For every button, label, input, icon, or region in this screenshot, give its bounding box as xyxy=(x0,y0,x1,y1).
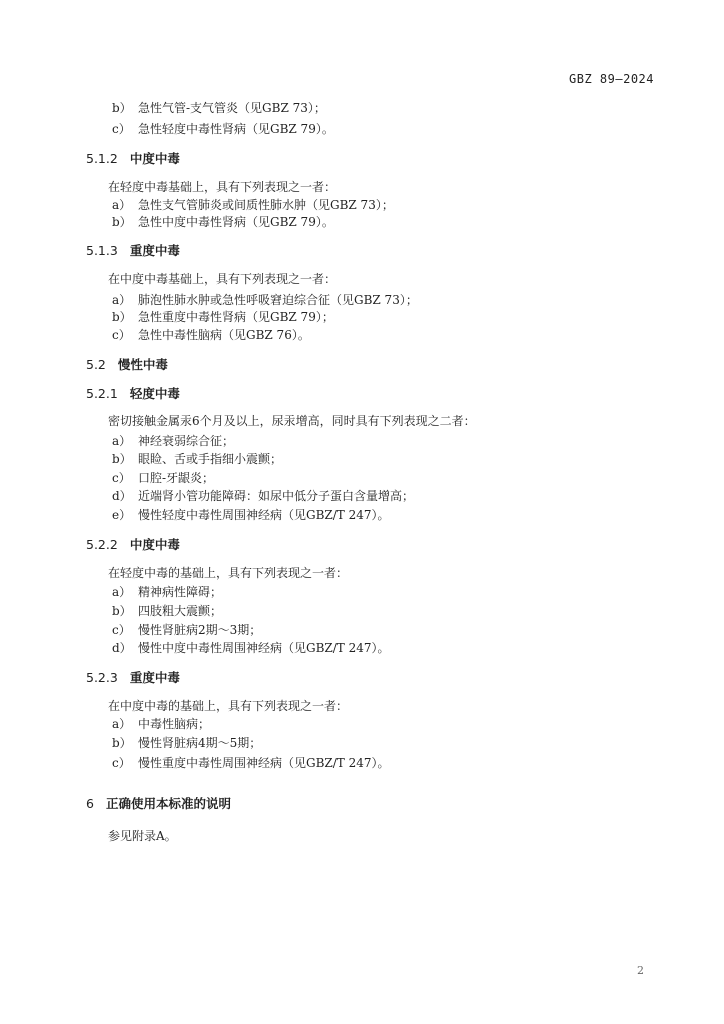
list-marker: b） xyxy=(112,452,132,466)
section-title: 中度中毒 xyxy=(129,537,180,552)
list-item-text: 肺泡性肺水肿或急性呼吸窘迫综合征（见GBZ 73）； xyxy=(138,293,418,307)
section-title: 慢性中毒 xyxy=(117,357,168,372)
section-title: 中度中毒 xyxy=(129,151,180,166)
section-number: 5.2.2 xyxy=(86,537,118,552)
section-heading xyxy=(86,151,180,167)
list-marker: a） xyxy=(112,434,132,448)
list-item xyxy=(112,584,222,600)
list-item-text: 神经衰弱综合征； xyxy=(138,434,235,448)
list-marker: b） xyxy=(112,604,132,618)
list-marker: d） xyxy=(112,641,132,655)
paragraph: 在轻度中毒基础上，具有下列表现之一者： xyxy=(108,180,337,194)
page-number: 2 xyxy=(637,964,644,977)
list-item-text: 慢性肾脏病4期～5期； xyxy=(138,736,262,750)
list-marker: a） xyxy=(112,585,132,599)
list-item xyxy=(112,100,326,116)
paragraph: 密切接触金属汞6个月及以上，尿汞增高，同时具有下列表现之二者： xyxy=(108,414,476,428)
list-item xyxy=(112,716,210,732)
list-item xyxy=(112,121,334,137)
list-item xyxy=(112,327,310,343)
section-number: 5.1.2 xyxy=(86,151,118,166)
list-marker: c） xyxy=(112,756,131,770)
section-heading xyxy=(86,357,168,373)
list-marker: e） xyxy=(112,508,132,522)
list-item-text: 中毒性脑病； xyxy=(138,717,211,731)
list-item xyxy=(112,214,334,230)
list-item-text: 慢性重度中毒性周围神经病（见GBZ/T 247）。 xyxy=(138,756,390,770)
list-marker: b） xyxy=(112,101,132,115)
list-marker: a） xyxy=(112,293,132,307)
section-title: 重度中毒 xyxy=(129,670,180,685)
list-item xyxy=(112,292,418,308)
list-marker: c） xyxy=(112,122,131,136)
list-item xyxy=(112,488,414,504)
section-number: 6 xyxy=(86,796,94,811)
list-item xyxy=(112,433,234,449)
list-item xyxy=(112,197,394,213)
section-title: 重度中毒 xyxy=(129,243,180,258)
section-heading xyxy=(86,537,180,553)
section-heading xyxy=(86,796,231,812)
list-item xyxy=(112,735,261,751)
section-heading xyxy=(86,386,180,402)
list-item xyxy=(112,451,282,467)
list-marker: c） xyxy=(112,623,131,637)
list-item-text: 急性支气管肺炎或间质性肺水肿（见GBZ 73）； xyxy=(138,198,394,212)
list-item-text: 四肢粗大震颤； xyxy=(138,604,223,618)
list-item xyxy=(112,309,334,325)
list-item-text: 口腔-牙龈炎； xyxy=(138,471,215,485)
list-item-text: 慢性肾脏病2期～3期； xyxy=(138,623,262,637)
list-item xyxy=(112,507,390,523)
list-item-text: 眼睑、舌或手指细小震颤； xyxy=(138,452,283,466)
section-number: 5.2 xyxy=(86,357,106,372)
section-number: 5.1.3 xyxy=(86,243,118,258)
list-marker: b） xyxy=(112,736,132,750)
section-number: 5.2.1 xyxy=(86,386,118,401)
section-title: 正确使用本标准的说明 xyxy=(105,796,231,811)
paragraph: 在中度中毒的基础上，具有下列表现之一者： xyxy=(108,699,349,713)
standard-code: GBZ 89—2024 xyxy=(569,72,654,86)
paragraph: 在中度中毒基础上，具有下列表现之一者： xyxy=(108,272,337,286)
list-item-text: 急性轻度中毒性肾病（见GBZ 79）。 xyxy=(138,122,334,136)
paragraph: 参见附录A。 xyxy=(108,829,177,843)
list-item-text: 慢性轻度中毒性周围神经病（见GBZ/T 247）。 xyxy=(138,508,390,522)
list-item xyxy=(112,622,261,638)
section-title: 轻度中毒 xyxy=(129,386,180,401)
list-item xyxy=(112,640,390,656)
section-heading xyxy=(86,670,180,686)
list-item-text: 近端肾小管功能障碍：如尿中低分子蛋白含量增高； xyxy=(138,489,415,503)
list-marker: c） xyxy=(112,471,131,485)
list-marker: d） xyxy=(112,489,132,503)
list-item-text: 急性气管-支气管炎（见GBZ 73）； xyxy=(138,101,326,115)
section-number: 5.2.3 xyxy=(86,670,118,685)
section-heading xyxy=(86,243,180,259)
list-item-text: 急性重度中毒性肾病（见GBZ 79）； xyxy=(138,310,334,324)
list-marker: b） xyxy=(112,310,132,324)
list-marker: a） xyxy=(112,198,132,212)
list-item-text: 急性中毒性脑病（见GBZ 76）。 xyxy=(138,328,310,342)
list-item xyxy=(112,755,390,771)
list-item-text: 精神病性障碍； xyxy=(138,585,223,599)
list-marker: b） xyxy=(112,215,132,229)
paragraph: 在轻度中毒的基础上，具有下列表现之一者： xyxy=(108,566,349,580)
list-marker: a） xyxy=(112,717,132,731)
list-item xyxy=(112,603,222,619)
list-item-text: 急性中度中毒性肾病（见GBZ 79）。 xyxy=(138,215,334,229)
list-item-text: 慢性中度中毒性周围神经病（见GBZ/T 247）。 xyxy=(138,641,390,655)
list-marker: c） xyxy=(112,328,131,342)
list-item xyxy=(112,470,214,486)
